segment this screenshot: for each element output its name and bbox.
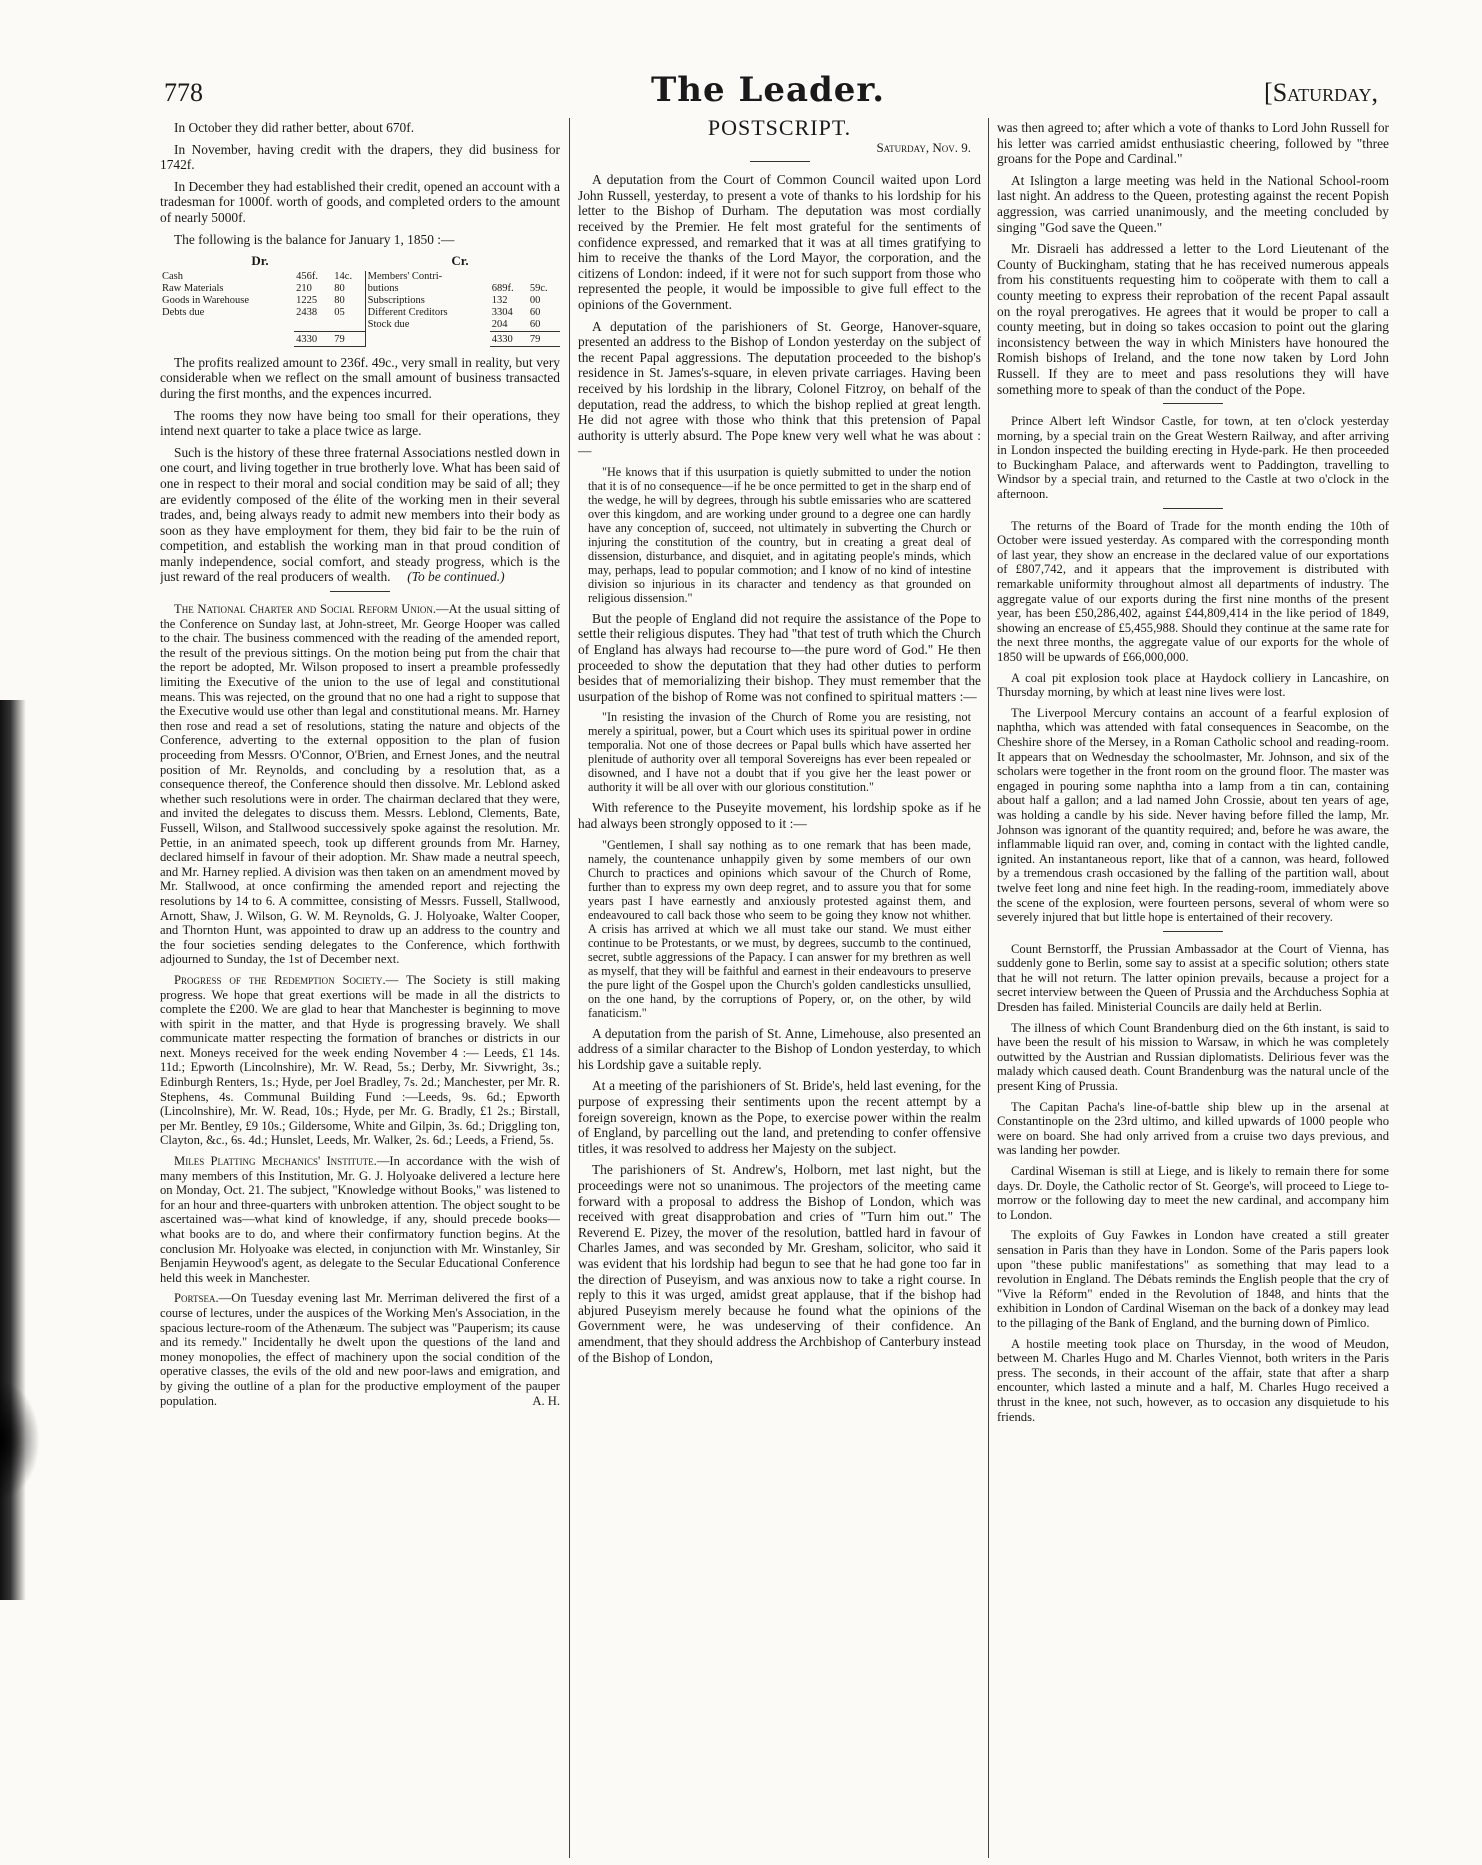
- column-rule-1: [569, 118, 570, 1858]
- page-number: 778: [164, 78, 203, 107]
- paragraph: The returns of the Board of Trade for the month ending the 10th of October were issued yesterday. As compared with the corresponding month of last year, they show an encrease in the declared value of our exportations of £807,742, and it appears that the improvement is distributed with remarkable uniformity throughout almost all departments of industry. The aggregate value of our exports during the first nine months of the present year, has been £50,286,402, against £44,809,414 in the like period of 1849, showing an encrease of £5,455,988. Should they continue at the same rate for the next three months, the aggregate value of our exports for the whole of 1850 will be upwards of £66,000,000.: [997, 518, 1389, 664]
- balance-cell: 60: [529, 306, 541, 318]
- balance-cell: Debts due: [162, 306, 205, 318]
- section-divider: [1163, 403, 1223, 404]
- balance-cell: Stock due: [365, 319, 490, 332]
- balance-cell: 80: [334, 294, 345, 306]
- balance-row: [160, 283, 560, 295]
- quotation: "He knows that if this usurpation is quietly submitted to under the notion that it is of no consequence—if he be once permitted to get in the sharp end of the wedge, he will by degrees, through his subtle emissaries who are scattered over this kingdom, and are working under ground to a degree one can hardly have any conception of, succeed, not ultimately in subverting the Church or injuring the constitution of the country, but in creating a great deal of dissension, disturbance, and disquiet, and in agitating people's minds, which may, perhaps, lead to popular commotion; and I know of no kind of intestine division so injurious in its character and tendency as that grounded on religious dissension.": [588, 464, 971, 605]
- balance-total-cell: 79: [528, 331, 560, 346]
- paragraph-text: — The Society is still making progress. We hope that great exertions will be made in all the districts to complete the £200. We are glad to hear that Manchester is beginning to move with spirit in the matter, and that Hyde is progressing bravely. We shall communicate matter respecting the formation of branches or districts in our next. Moneys received for the week ending November 4 :— Leeds, £1 14s. 11d.; Epworth (Lincolnshire), Mr. W. Read, 5s.; Derby, Mr. Sivwright, 3s.; Edinburgh Renters, 1s.; Hyde, per Joel Bradley, 7s. 2d.; Manchester, per Mr. R. Stephens, 4s. Communal Building Fund :—Leeds, 9s. 6d.; Epworth (Lincolnshire), Mr. W. Read, 10s.; Hyde, per Mr. G. Bradly, £1 2s.; Birstall, per Mr. Bentley, £9 10s.; Gildersome, White and Gilpin, 3s. 6d.; Driggling ton, Clayton, &c., 6s. 4d.; Hunslet, Leeds, Mr. Walker, 2s. 6d.; Leeds, a Friend, 5s.: [160, 972, 560, 1148]
- paragraph-text: Such is the history of these three fraternal Associations nestled down in one court, and living together in true brotherly love. What has been said of one in respect to their moral and social condition may be said of all; they are evidently composed of the élite of the working men in their several trades, and, being always ready to admit new members into their body as soon as they have employment for them, they bid fair to be the ruin of competition, and establish the working man in that proud condition of manly independence, social comfort, and steady progress, which is the just reward of the real producers of wealth.: [160, 444, 560, 585]
- balance-cell: 05: [334, 306, 345, 318]
- paragraph: [160, 445, 560, 585]
- balance-table: [160, 271, 560, 347]
- section-divider: [330, 591, 390, 592]
- balance-cell: [528, 271, 560, 283]
- masthead-title: The Leader.: [650, 70, 886, 110]
- balance-cell: Cash: [162, 270, 183, 282]
- paragraph: Prince Albert left Windsor Castle, for town, at ten o'clock yesterday morning, by a special train on the Great Western Railway, and after arriving in London inspected the building erecting in Hyde-park. He then proceeded to Buckingham Palace, and afterwards went to Paddington, travelling to Windsor by a special train, and returned to the Castle at two o'clock in the afternoon.: [997, 414, 1389, 502]
- balance-row: [160, 295, 560, 307]
- balance-cell: [490, 271, 528, 283]
- balance-cell: 210: [296, 282, 312, 294]
- paragraph: But the people of England did not require the assistance of the Pope to settle their religious disputes. They had "that test of truth which the Church of England has always had recourse to—the pure word of God." He then proceeded to show the deputation that they had other duties to perform besides that of memorializing their bishop. They must remember that the usurpation of the bishop of Rome was not confined to spiritual matters :—: [578, 610, 981, 704]
- balance-cell: 14c.: [334, 270, 353, 282]
- column-2: [578, 120, 981, 1860]
- paragraph: [160, 1291, 560, 1408]
- section-divider: [1163, 508, 1223, 509]
- paragraph-text: —On Tuesday evening last Mr. Merriman delivered the first of a course of lectures, under the auspices of the Working Men's Association, in the spacious lecture-room of the Athenæum. The subject was "Pauperism; its cause and its remedy." Incidentally he dwelt upon the questions of the land and money monopolies, the effect of machinery upon the social condition of the operative classes, the evils of the old and new poor-laws and emigration, and by giving the outline of a plan for the productive employment of the pauper population.: [160, 1291, 560, 1408]
- paragraph: A coal pit explosion took place at Haydock colliery in Lancashire, on Thursday morning, by which at least nine lives were lost.: [997, 670, 1389, 700]
- paragraph: The rooms they now have being too small for their operations, they intend next quarter to take a place twice as large.: [160, 407, 560, 439]
- balance-total-cell: 79: [332, 331, 365, 346]
- balance-row: [160, 319, 560, 332]
- paragraph: The exploits of Guy Fawkes in London have created a still greater sensation in Paris than they have in London. Some of the Paris papers look upon "these public manifestations" as something that may lead to a revolution in England. The Débats reminds the English people that the cry of "Vive la Réform" ended in the Revolution of 1848, and hints that the exhibition in London of Cardinal Wiseman on the back of a donkey may lead to the pillaging of the Bank of England, and the burning down of Pimlico.: [997, 1228, 1389, 1330]
- paragraph: was then agreed to; after which a vote of thanks to Lord John Russell for his letter was carried amidst enthusiastic cheering, followed by "three groans for the Pope and Cardinal.": [997, 120, 1389, 167]
- paragraph-text: —In accordance with the wish of many members of this Institution, Mr. G. J. Holyoake delivered a lecture here on Monday, Oct. 21. The subject, "Knowledge without Books," was listened to for an hour and three-quarters with unbroken attention. The object sought to be ascertained was—what kind of knowledge, if any, should precede books—what books are to do, and where their confirmatory function begins. At the conclusion Mr. Holyoake was elected, in conjunction with Mr. Winstanley, Sir Benjamin Heywood's agent, as delegate to the Secular Educational Conference held this week in Manchester.: [160, 1154, 560, 1285]
- balance-cell: [160, 319, 294, 332]
- balance-headings: [160, 253, 560, 269]
- paragraph: The following is the balance for January 1, 1850 :—: [174, 231, 455, 247]
- section-divider: [1163, 931, 1223, 932]
- paragraph: With reference to the Puseyite movement, his lordship spoke as if he had always been strongly opposed to it :—: [578, 800, 981, 832]
- balance-row: [160, 271, 560, 283]
- balance-cell: 80: [334, 282, 345, 294]
- balance-cell: 456f.: [296, 270, 319, 282]
- page-header: [158, 70, 1378, 122]
- credit-label: Cr.: [451, 253, 469, 269]
- scan-edge-blot: [0, 1380, 40, 1500]
- balance-total-cell: [365, 331, 490, 346]
- balance-row: [160, 307, 560, 319]
- balance-cell: [332, 319, 365, 332]
- balance-cell: Subscriptions: [365, 295, 490, 307]
- paragraph: A deputation from the parish of St. Anne, Limehouse, also presented an address of a similar character to the Bishop of London yesterday, to which his Lordship gave a suitable reply.: [578, 1025, 981, 1072]
- section-heading: Portsea.: [174, 1291, 219, 1306]
- paragraph: [160, 1154, 560, 1285]
- paragraph: A hostile meeting took place on Thursday, in the wood of Meudon, between M. Charles Hugo and M. Charles Viennot, both writers in the Paris press. The seconds, in their account of the affair, state that after a sharp encounter, which lasted a minute and a half, M. Charles Hugo received a thrust in the knee, not such, however, as to occasion any disquietude to his friends.: [997, 1336, 1389, 1424]
- paragraph: A deputation of the parishioners of St. George, Hanover-square, presented an address to the Bishop of London yesterday on the subject of the recent Papal aggressions. The deputation proceeded to the bishop's residence in St. James's-square, in eleven private carriages. Having been received by his lordship in the library, Colonel Fitzroy, on behalf of the deputation, read the address, to which the bishop replied at great length. He did not agree with those who think that this pretension of Papal authority is utterly absurd. The Pope knew very well what he was about :—: [578, 318, 981, 459]
- balance-cell: 2438: [296, 306, 318, 318]
- balance-cell: butions: [365, 283, 490, 295]
- balance-total-row: [160, 331, 560, 346]
- paragraph: The illness of which Count Brandenburg died on the 6th instant, is said to have been the result of his mission to Warsaw, in which he was completely outwitted by the Austrian and Russian diplomatists. Delirious fever was the malady which caused death. Count Brandenburg was the natural uncle of the present King of Prussia.: [997, 1020, 1389, 1094]
- paragraph: The Capitan Pacha's line-of-battle ship blew up in the arsenal at Constantinople on the 23rd ultimo, and killed upwards of 1000 people who were on board. She had only arrived from a cruise two days previous, and was landing her powder.: [997, 1099, 1389, 1158]
- balance-cell: 59c.: [529, 282, 548, 294]
- balance-cell: [294, 319, 332, 332]
- quotation: "Gentlemen, I shall say nothing as to one remark that has been made, namely, the countenance unhappily given by some members of our own Church to practices and opinions which savour of the Church of Rome, further than to express my own deep regret, and to assure you that for some years past I have earnestly and anxiously protested against them, and endeavoured to call back those who seem to be going they know not whither. A crisis has arrived at which we all must take our stand. We must either continue to be Protestants, or we must, by degrees, succumb to the continued, secret, subtle aggressions of the Papacy. I can answer for my brethren as well as myself, that they will be faithful and earnest in their endeavours to preserve the pure light of the Gospel upon the Church's golden candlesticks unsullied, on the one hand, by the corruptions of Popery, or, on the other, by wild fanaticism.": [588, 837, 971, 1020]
- paragraph: The parishioners of St. Andrew's, Holborn, met last night, but the proceedings were not so unanimous. The projectors of the meeting came forward with a proposal to address the Bishop of London, which was received with great disapprobation and cries of "Turn him out." The Reverend E. Pizey, the mover of the resolution, battled hard in favour of Charles James, and was seconded by Mr. Gresham, solicitor, who said it was evident that his lordship had begun to see that he had gone too far in the direction of Puseyism, and was anxious now to take a right course. In reply to this it was urged, amidst great applause, that if the bishop had abjured Puseyism merely because he found what the opinions of the Government were, he was undeserving of their confidence. An amendment, that they should address the Archbishop of Canterbury instead of the Bishop of London,: [578, 1162, 981, 1365]
- paragraph: Cardinal Wiseman is still at Liege, and is likely to remain there for some days. Dr. Doyle, the Catholic rector of St. George's, will proceed to Liege to-morrow or the following day to meet the new cardinal, and accompany him to London.: [997, 1164, 1389, 1222]
- balance-cell: 3304: [491, 306, 513, 318]
- paragraph: The profits realized amount to 236f. 49c., very small in reality, but very considerable when we reflect on the small amount of business transacted during the first months, and the expences incurred.: [160, 354, 560, 401]
- balance-cell: 00: [529, 294, 541, 306]
- postscript-title: POSTSCRIPT.: [707, 120, 852, 140]
- balance-cell: Members' Contri-: [365, 271, 490, 283]
- paragraph: A deputation from the Court of Common Council waited upon Lord John Russell, yesterday, to present a vote of thanks to his lordship for his letter to the Bishop of Durham. The deputation was most cordially received by the Premier. He felt most grateful for the sentiments of confidence expressed, and remarked that it was at all times gratifying to him to receive the thanks of the Lord Mayor, the corporation, and the citizens of London: indeed, if it were not for such support from those who represented the people, it would be impossible to give full effect to the opinions of the Government.: [578, 172, 981, 312]
- paragraph: At a meeting of the parishioners of St. Bride's, held last evening, for the purpose of expressing their sentiments upon the recent attempt by a foreign sovereign, known as the Pope, to exercise power within the realm of England, by parcelling out the land, and pretending to confer offensive titles, it was resolved to address her Majesty on the subject.: [578, 1078, 981, 1156]
- paragraph: [160, 602, 560, 967]
- quotation: "In resisting the invasion of the Church of Rome you are resisting, not merely a spiritual, power, but a Court which uses its spiritual power in ordine temporalia. Not one of those decrees or Papal bulls which have asserted her plenitude of authority over all temporal Sovereigns has ever been repealed or disowned, and I have not a doubt that if you give her the least power or authority it will be all over with our glorious constitution.": [588, 710, 971, 795]
- paragraph: [160, 973, 560, 1148]
- continued-note: (To be continued.): [407, 569, 505, 585]
- balance-cell: 132: [491, 294, 508, 306]
- balance-total-cell: 4330: [490, 331, 528, 346]
- debit-label: Dr.: [251, 253, 269, 269]
- column-rule-2: [988, 118, 989, 1858]
- column-1: [160, 120, 560, 1860]
- paragraph: At Islington a large meeting was held in the National School-room last night. An address to the Queen, protesting against the recent Popish aggression, was carried unanimously, and the meeting concluded by singing "God save the Queen.": [997, 172, 1389, 235]
- balance-cell: 689f.: [491, 282, 514, 294]
- balance-cell: 60: [529, 318, 541, 330]
- section-heading: The National Charter and Social Reform Union.: [174, 602, 437, 617]
- paragraph: Count Bernstorff, the Prussian Ambassador at the Court of Vienna, has suddenly gone to Berlin, some say to assist at a specific solution; others state that he will not return. The latter opinion prevails, because a project for a secret interview between the Queen of Prussia and the Archduchess Sophia at Dresden has failed. Ministerial Councils are daily held at Berlin.: [997, 941, 1389, 1015]
- column-3: [997, 120, 1389, 1860]
- postscript-date: Saturday, Nov. 9.: [876, 139, 971, 155]
- balance-cell: Raw Materials: [162, 282, 224, 294]
- paragraph-text: —At the usual sitting of the Conference on Sunday last, at John-street, Mr. George Hooper was called to the chair. The business commenced with the reading of the amended report, the result of the previous sittings. On the motion being put from the chair that the report be adopted, Mr. Wilson proposed to insert a preamble professedly limiting the Executive of the union to the use of legal and constitutional means. This was rejected, on the ground that no one had a right to suppose that the Executive would use other than legal and constitutional means. Mr. Harney then rose and read a set of resolutions, stating the nature and objects of the Conference, adverting to the external opposition to the plan of fusion proceeding from Messrs. O'Connor, O'Brien, and Ernest Jones, and the neutral position of Mr. Reynolds, and concluding by a resolution that, as a consequence thereof, the Conference should then dissolve. Mr. Leblond asked whether such resolutions were in order. The chairman declared that they were, and invited the delegates to discuss them. Messrs. Leblond, Clements, Bate, Fussell, Wilson, and Stallwood successively spoke against the resolution. Mr. Pettie, in an animated speech, took up different grounds from Mr. Harney, declared himself in favour of their adoption. Mr. Shaw made a neutral speech, and Mr. Harney replied. A division was then taken on an amendment moved by Mr. Stallwood, at once confirming the amended report and rejecting the resolutions by 14 to 6. A committee, consisting of Messrs. Fussell, Stallwood, Arnott, Shaw, J. Wilson, G. W. M. Reynolds, G. J. Holyoake, Walter Cooper, and Thornton Hunt, was appointed to draw up an address to the country and the four societies sending delegates to the Conference, which forthwith adjourned to Sunday, the 1st of December next.: [160, 602, 560, 967]
- header-day: [Saturday,: [1264, 78, 1378, 107]
- section-heading: Miles Platting Mechanics' Institute.: [174, 1154, 377, 1169]
- balance-total-cell: 4330: [294, 331, 332, 346]
- balance-cell: Different Creditors: [365, 307, 490, 319]
- section-divider: [750, 161, 810, 162]
- section-heading: Progress of the Redemption Society.: [174, 972, 386, 987]
- balance-cell: Goods in Warehouse: [162, 294, 250, 306]
- balance-cell: 1225: [296, 294, 318, 306]
- signature: A. H.: [532, 1393, 560, 1408]
- balance-cell: 204: [491, 318, 508, 330]
- balance-total-cell: [160, 331, 294, 346]
- paragraph: In December they had established their credit, opened an account with a tradesman for 1000f. worth of goods, and completed orders to the amount of nearly 5000f.: [160, 178, 560, 225]
- paragraph: The Liverpool Mercury contains an account of a fearful explosion of naphtha, which was attended with fatal consequences in Seacombe, on the Cheshire shore of the Mersey, in a Roman Catholic school and reading-room. It appears that on Wednesday the schoolmaster, Mr. Johnson, and six of the scholars were together in the front room on the ground floor. The master was engaged in pouring some naphtha into a lamp from a tin can, containing about half a gallon; and a lad named John Crossie, about ten years of age, was holding a candle by his side. Never having before filled the lamp, Mr. Johnson was ignorant of the quantity required; and, before he was aware, the inflammable liquid ran over, and, coming in contact with the lighted candle, ignited. An instantaneous report, like that of a cannon, was heard, followed by a tremendous crash occasioned by the falling of the partition wall, about twelve feet long and nine feet high. In the reading-room, immediately above the scene of the explosion, were fourteen persons, several of whom were so severely injured that but little hope is entertained of their recovery.: [997, 705, 1389, 925]
- paragraph: Mr. Disraeli has addressed a letter to the Lord Lieutenant of the County of Buckingham, stating that he has received numerous appeals from his constituents requesting him to coöperate with them to call a county meeting to express their reprobation of the recent Papal assault on the royal prerogatives. He agrees that it would be proper to call a county meeting, but in doing so takes occasion to point out the glaring inconsistency between the way in which Ministers have honoured the Romish bishops of Ireland, and the tone now taken by Lord John Russell. If they are to meet and pass resolutions they will have something more to speak of than the conduct of the Pope.: [997, 241, 1389, 397]
- paragraph: In November, having credit with the drapers, they did business for 1742f.: [160, 141, 560, 173]
- paragraph: In October they did rather better, about 670f.: [174, 120, 415, 135]
